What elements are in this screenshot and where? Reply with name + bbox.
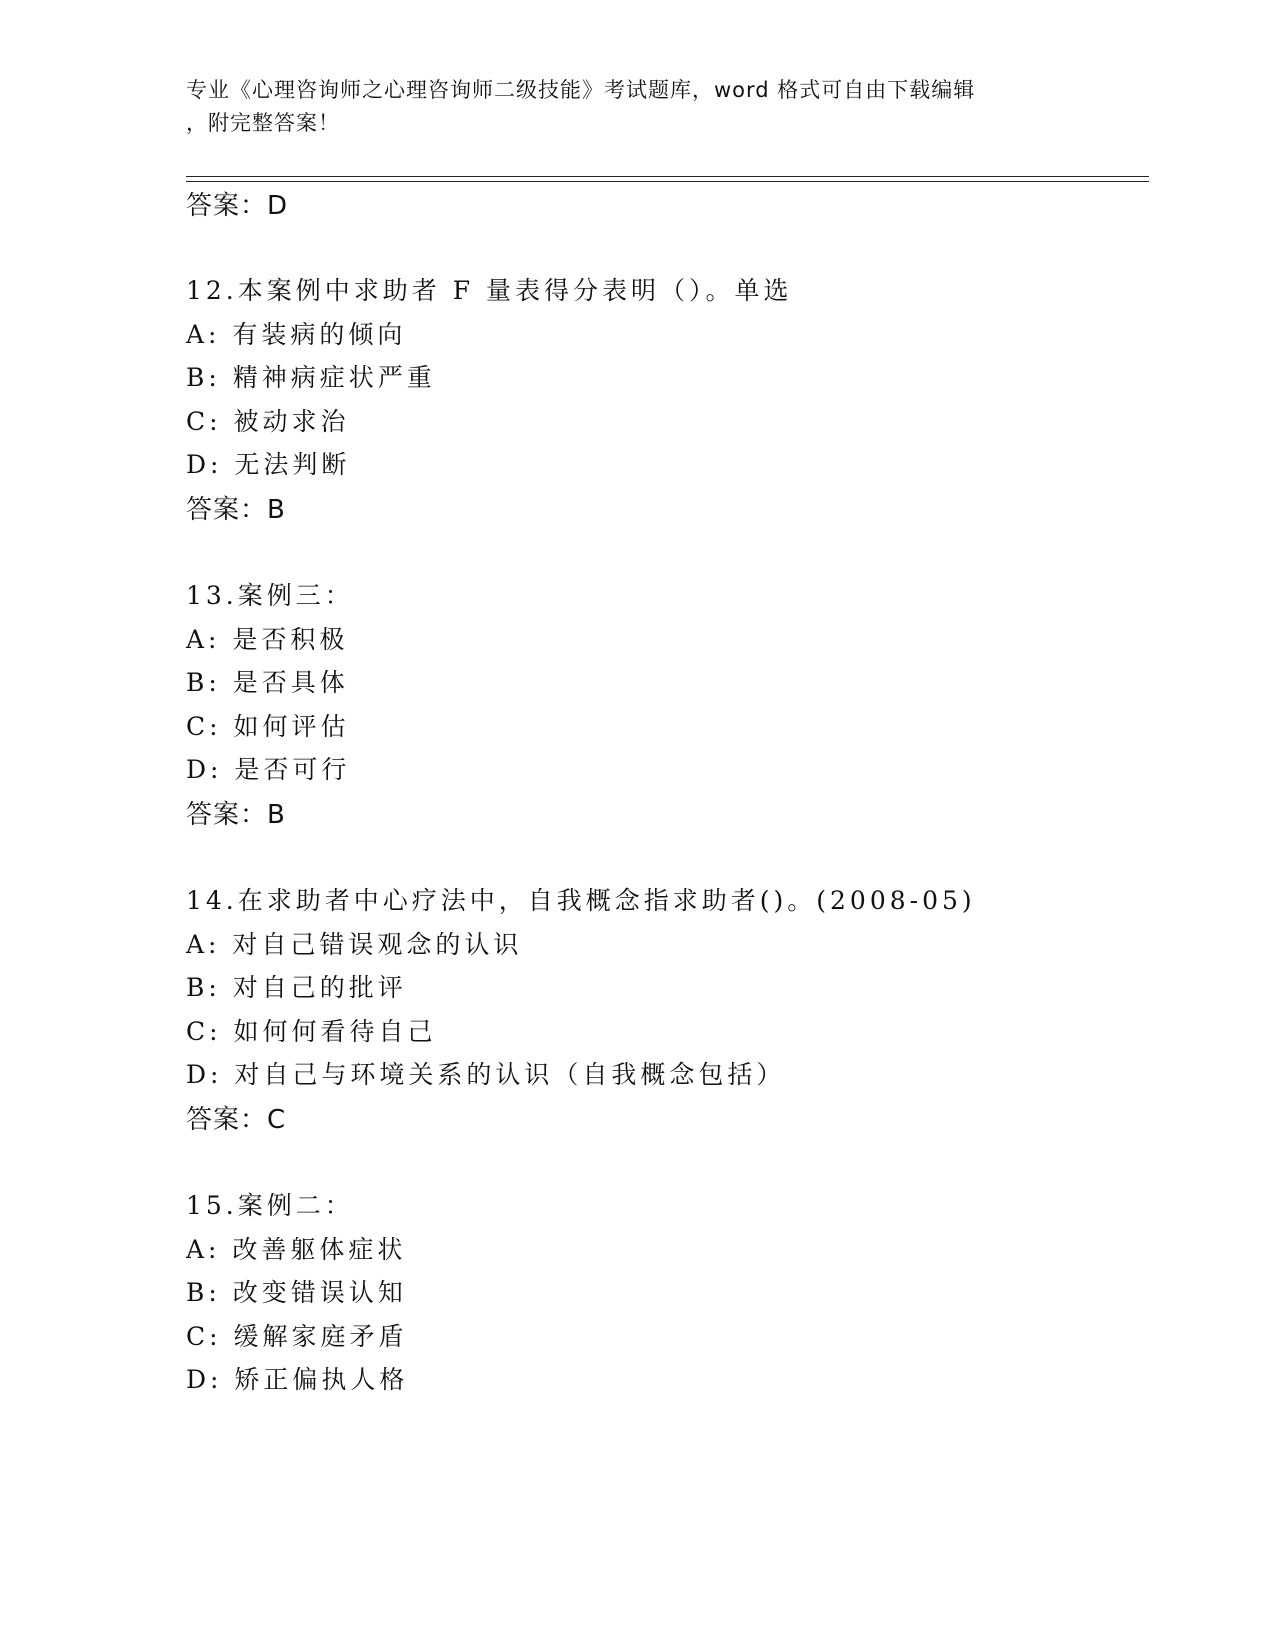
header-line-1: 专业《心理咨询师之心理咨询师二级技能》考试题库，word 格式可自由下载编辑 [186, 78, 976, 102]
question-13-stem: 13.案例三： [186, 581, 354, 610]
header-divider-bottom [186, 181, 1149, 182]
question-14-option-d: D: 对自己与环境关系的认识（自我概念包括） [186, 1060, 786, 1089]
question-12-option-b: B: 精神病症状严重 [186, 363, 436, 392]
question-12-option-a: A: 有装病的倾向 [186, 320, 407, 349]
question-12-option-c: C: 被动求治 [186, 407, 350, 436]
question-13-option-c: C: 如何评估 [186, 712, 350, 741]
header-line-2: ，附完整答案！ [186, 111, 340, 135]
question-13-option-b: B: 是否具体 [186, 668, 349, 697]
question-12-option-d: D: 无法判断 [186, 450, 351, 479]
question-15-option-d: D: 矫正偏执人格 [186, 1365, 409, 1394]
question-14-option-b: B: 对自己的批评 [186, 973, 407, 1002]
question-14-stem: 14.在求助者中心疗法中，自我概念指求助者()。(2008-05) [186, 886, 976, 915]
question-15-option-b: B: 改变错误认知 [186, 1278, 407, 1307]
answer-q14: 答案：C [186, 1105, 287, 1135]
header-divider-top [186, 176, 1149, 177]
question-15-option-a: A: 改善躯体症状 [186, 1235, 407, 1264]
question-14-option-a: A: 对自己错误观念的认识 [186, 930, 523, 959]
answer-q13: 答案：B [186, 800, 286, 830]
question-13-option-d: D: 是否可行 [186, 755, 351, 784]
question-13-option-a: A: 是否积极 [186, 625, 349, 654]
document-header [186, 74, 1066, 140]
question-14-option-c: C: 如何何看待自己 [186, 1017, 437, 1046]
answer-q12: 答案：B [186, 495, 286, 525]
question-15-option-c: C: 缓解家庭矛盾 [186, 1322, 408, 1351]
answer-q11: 答案：D [186, 191, 289, 221]
question-15-stem: 15.案例二： [186, 1191, 354, 1220]
question-12-stem: 12.本案例中求助者 F 量表得分表明（）。单选 [186, 276, 793, 305]
